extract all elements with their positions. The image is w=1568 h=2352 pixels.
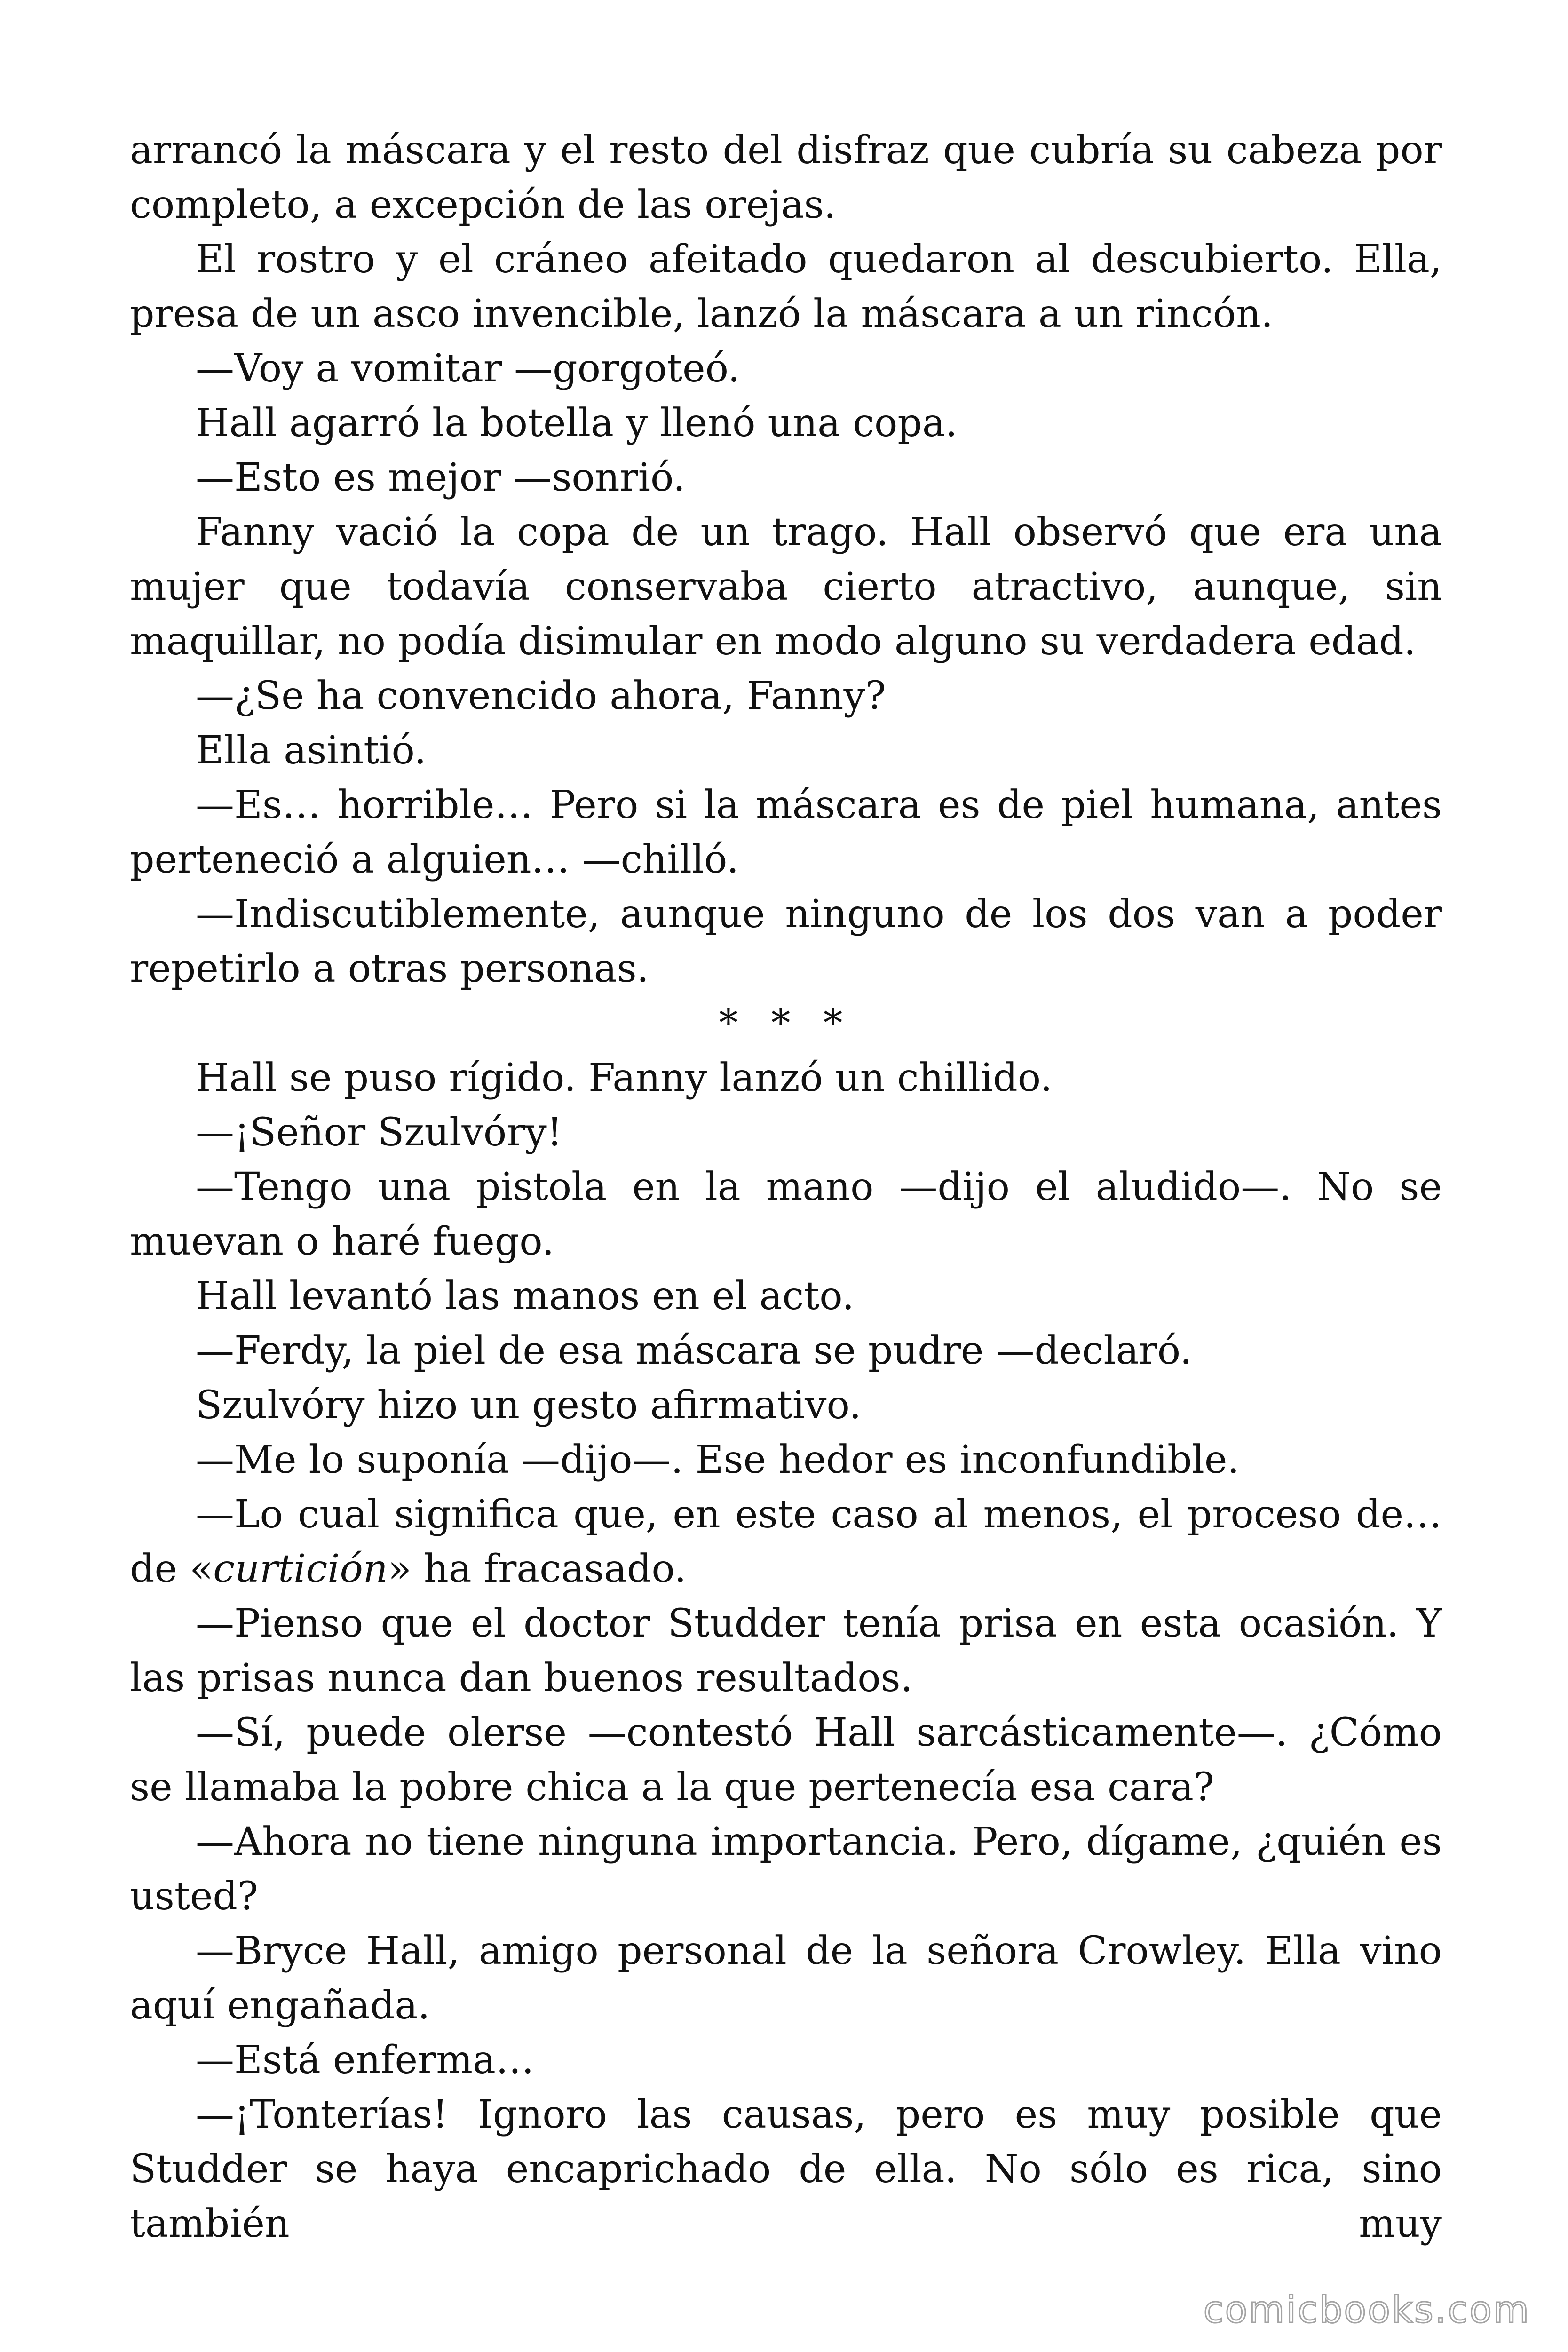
- paragraph: Fanny vació la copa de un trago. Hall observó que era una mujer que todavía conservaba cierto atractivo, aunque, sin maquillar, no podía disimular en modo alguno su verdadera edad.: [130, 510, 1442, 664]
- paragraph: arrancó la máscara y el resto del disfraz que cubría su cabeza por completo, a excepción de las orejas.: [130, 128, 1442, 227]
- paragraph: —Pienso que el doctor Studder tenía prisa en esta ocasión. Y las prisas nunca dan buenos resultados.: [130, 1601, 1442, 1700]
- paragraph: —Es… horrible… Pero si la máscara es de piel humana, antes perteneció a alguien… —chilló.: [130, 783, 1442, 882]
- paragraph: Ella asintió.: [196, 728, 427, 773]
- paragraph: —Voy a vomitar —gorgoteó.: [196, 346, 740, 391]
- paragraph: —¡Tonterías! Ignoro las causas, pero es muy posible que Studder se haya encaprichado de ella. No sólo es rica, sino también muy: [130, 2092, 1442, 2246]
- paragraph-with-italic: [130, 1487, 1442, 1597]
- paragraph: —¿Se ha convencido ahora, Fanny?: [196, 674, 886, 718]
- paragraph: El rostro y el cráneo afeitado quedaron al descubierto. Ella, presa de un asco invencible, lanzó la máscara a un rincón.: [130, 237, 1442, 336]
- body-text: [130, 123, 1442, 2251]
- paragraph: —Esto es mejor —sonrió.: [196, 455, 686, 500]
- paragraph: Hall agarró la botella y llenó una copa.: [196, 401, 958, 445]
- paragraph: Szulvóry hizo un gesto afirmativo.: [196, 1383, 862, 1428]
- paragraph: —Ahora no tiene ninguna importancia. Pero, dígame, ¿quién es usted?: [130, 1820, 1442, 1919]
- paragraph: Hall levantó las manos en el acto.: [196, 1274, 855, 1319]
- paragraph: —¡Señor Szulvóry!: [196, 1110, 562, 1155]
- paragraph: —Está enferma…: [196, 2038, 534, 2082]
- paragraph: Hall se puso rígido. Fanny lanzó un chillido.: [196, 1056, 1053, 1100]
- paragraph: —Bryce Hall, amigo personal de la señora Crowley. Ella vino aquí engañada.: [130, 1929, 1442, 2028]
- watermark: comicbooks.com: [1203, 2289, 1530, 2331]
- paragraph-text-after-italic: » ha fracasado.: [388, 1547, 687, 1591]
- italic-word: curtición: [213, 1547, 388, 1591]
- paragraph: —Me lo suponía —dijo—. Ese hedor es inconfundible.: [196, 1438, 1240, 1482]
- paragraph: —Ferdy, la piel de esa máscara se pudre —declaró.: [196, 1328, 1192, 1373]
- paragraph-text-before-italic: —Lo cual significa que, en este caso al menos, el proceso de… de «: [130, 1492, 1442, 1591]
- scene-separator: * * *: [719, 1001, 853, 1046]
- paragraph: —Indiscutiblemente, aunque ninguno de los dos van a poder repetirlo a otras personas.: [130, 892, 1442, 991]
- paragraph: —Tengo una pistola en la mano —dijo el aludido—. No se muevan o haré fuego.: [130, 1165, 1442, 1264]
- paragraph: —Sí, puede olerse —contestó Hall sarcásticamente—. ¿Cómo se llamaba la pobre chica a la que pertenecía esa cara?: [130, 1710, 1442, 1810]
